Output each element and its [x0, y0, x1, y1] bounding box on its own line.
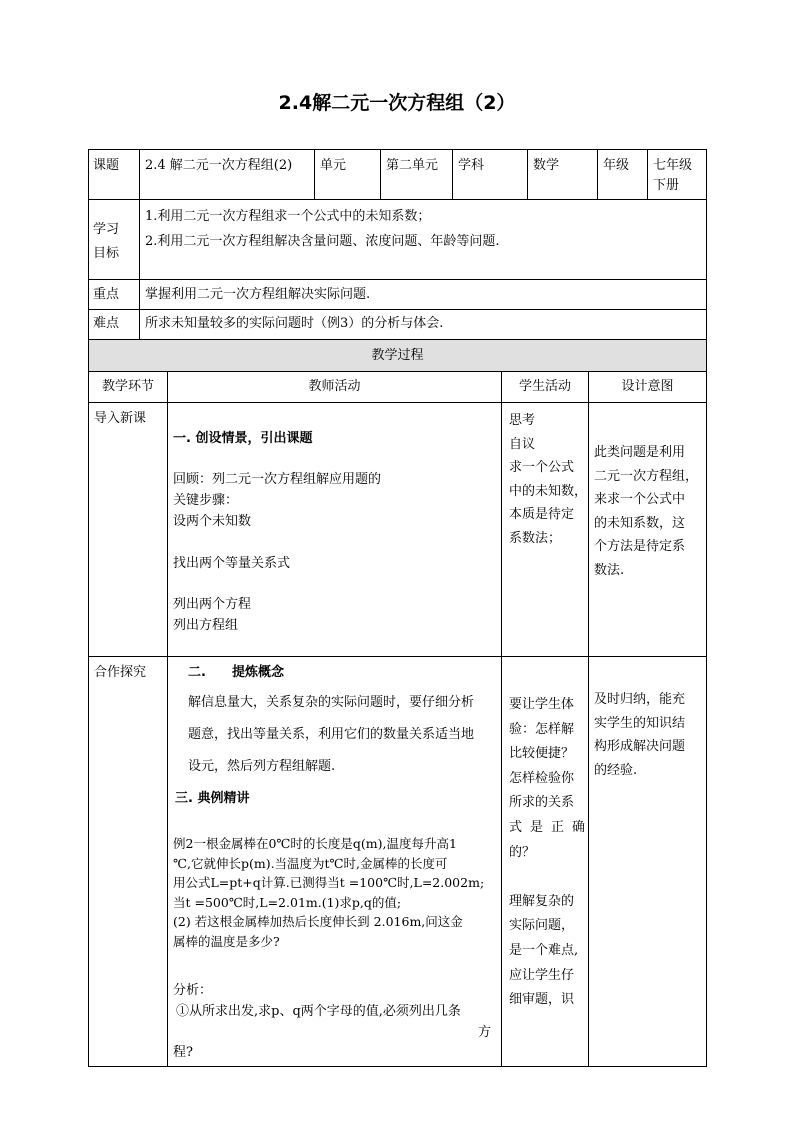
design-line: 此类问题是利用 — [594, 445, 686, 460]
table-divider — [88, 279, 707, 280]
table-border — [88, 149, 707, 150]
student-line: 要让学生体 — [509, 697, 575, 712]
intro-step: 列出方程组 — [173, 618, 239, 633]
table-divider — [88, 309, 707, 310]
concept-line: 设元，然后列方程组解题. — [188, 759, 336, 774]
student-line: 比较便捷？ — [509, 746, 575, 762]
difficulty-text: 所求未知量较多的实际问题时（例3）的分析与体会. — [145, 316, 444, 331]
coop-heading: 提炼概念 — [232, 665, 285, 680]
example-text — [173, 834, 484, 952]
table-divider — [88, 199, 707, 200]
intro-design-intent — [594, 441, 698, 582]
table-border — [88, 149, 89, 1067]
student-line: 是一个难点, — [509, 942, 579, 958]
lesson-value: 2.4 解二元一次方程组(2) — [145, 158, 293, 173]
design-line: 二元一次方程组， — [594, 468, 699, 484]
intro-heading: 一. 创设情景，引出课题 — [173, 431, 313, 446]
design-line: 数法. — [594, 562, 625, 578]
intro-review: 回顾：列二元一次方程组解应用题的 — [173, 472, 382, 487]
student-line: 的？ — [509, 844, 536, 860]
student-line: 所求的关系 — [509, 795, 575, 811]
example-line: 属棒的温度是多少? — [173, 933, 280, 949]
analysis-line-tail: 方 — [478, 1025, 492, 1040]
table-divider — [88, 656, 707, 657]
grade-value-volume: 下册 — [653, 178, 680, 193]
key-point-text: 掌握利用二元一次方程组解决实际问题. — [145, 287, 371, 302]
analysis-line: 程? — [173, 1045, 193, 1060]
concept-line: 题意，找出等量关系，利用它们的数量关系适当地 — [188, 727, 475, 742]
design-line: 实学生的知识结 — [594, 715, 686, 731]
student-line: 中的未知数， — [509, 483, 588, 499]
student-line: 细审题，识 — [509, 992, 575, 1008]
header-teacher: 教师活动 — [308, 379, 361, 394]
stage-intro: 导入新课 — [94, 411, 147, 426]
intro-step: 找出两个等量关系式 — [173, 556, 291, 571]
key-point-label: 重点 — [93, 287, 120, 302]
table-divider — [88, 371, 707, 372]
intro-student-activity — [509, 409, 587, 550]
design-line: 及时归纳，能充 — [594, 692, 686, 707]
student-line: 式是正确 — [509, 819, 594, 835]
grade-value: 七年级 — [653, 158, 693, 173]
page-title: 2.4解二元一次方程组（2） — [278, 92, 516, 114]
goal-item: 1.利用二元一次方程组求一个公式中的未知系数； — [145, 209, 431, 224]
concept-text — [188, 691, 474, 778]
student-line: 系数法； — [509, 530, 562, 546]
analysis-line: ①从所求出发,求p、q两个字母的值,必须列出几条 — [176, 1004, 461, 1019]
concept-line: 解信息量大，关系复杂的实际问题时，要仔细分析 — [188, 695, 475, 710]
student-line: 理解复杂的 — [509, 893, 575, 909]
table-divider — [314, 149, 315, 199]
student-line: 自议 — [509, 436, 536, 452]
goals-label-cont: 目标 — [93, 246, 120, 261]
goals-label: 学习 — [93, 222, 120, 237]
coop-student-activity — [509, 693, 593, 1013]
unit-label: 单元 — [320, 158, 347, 173]
example-line: 用公式L=pt+q计算.已测得当t =100℃时,L=2.002m; — [173, 875, 485, 891]
design-line: 来求一个公式中 — [594, 492, 686, 507]
student-line: 求一个公式 — [509, 460, 575, 475]
student-line: 实际问题， — [509, 918, 575, 934]
student-line: 验：怎样解 — [509, 721, 575, 737]
design-line: 构形成解决问题 — [594, 739, 686, 754]
example-heading: 三. 典例精讲 — [175, 791, 250, 806]
intro-step: 设两个未知数 — [173, 514, 252, 529]
student-line: 本质是待定 — [509, 507, 575, 522]
student-line: 思考 — [509, 413, 536, 428]
table-divider — [380, 149, 381, 199]
subject-value: 数学 — [533, 158, 560, 173]
header-design: 设计意图 — [621, 379, 674, 394]
example-line: (2) 若这根金属棒加热后长度伸长到 2.016m,问这金 — [173, 914, 463, 930]
difficulty-label: 难点 — [93, 316, 120, 331]
table-divider — [647, 149, 648, 199]
design-line: 的经验. — [594, 762, 638, 778]
student-line: 应让学生仔 — [509, 967, 575, 983]
table-divider — [167, 371, 168, 1066]
table-divider — [501, 371, 502, 1066]
intro-step: 列出两个方程 — [173, 597, 252, 612]
student-line — [509, 865, 593, 890]
table-divider — [597, 149, 598, 199]
grade-label: 年级 — [603, 158, 630, 173]
design-line: 的未知系数，这 — [594, 515, 686, 531]
table-divider — [527, 149, 528, 199]
table-divider — [139, 149, 140, 339]
analysis-label: 分析： — [173, 983, 213, 998]
design-line: 个方法是待定系 — [594, 539, 686, 554]
coop-design-intent — [594, 688, 685, 782]
table-divider — [88, 402, 707, 403]
student-line: 怎样检验你 — [509, 770, 575, 786]
lesson-label: 课题 — [93, 158, 120, 173]
header-student: 学生活动 — [518, 379, 571, 394]
example-line: ℃,它就伸长p(m).当温度为t℃时,金属棒的长度可 — [173, 855, 448, 871]
unit-value: 第二单元 — [386, 158, 439, 173]
header-stage: 教学环节 — [101, 379, 154, 394]
intro-review-cont: 关键步骤： — [173, 493, 239, 508]
table-border — [706, 149, 707, 1067]
table-divider — [452, 149, 453, 199]
process-title: 教学过程 — [371, 348, 424, 363]
coop-heading-num: 二. — [188, 665, 206, 680]
example-line: 例2一根金属棒在0℃时的长度是q(m),温度每升高1 — [173, 836, 457, 851]
stage-coop: 合作探究 — [94, 665, 147, 680]
example-line: 当t =500℃时,L=2.01m.(1)求p,q的值; — [173, 894, 402, 910]
subject-label: 学科 — [458, 158, 485, 173]
goal-item: 2.利用二元一次方程组解决含量问题、浓度问题、年龄等问题. — [145, 234, 500, 249]
table-border — [88, 1066, 707, 1067]
